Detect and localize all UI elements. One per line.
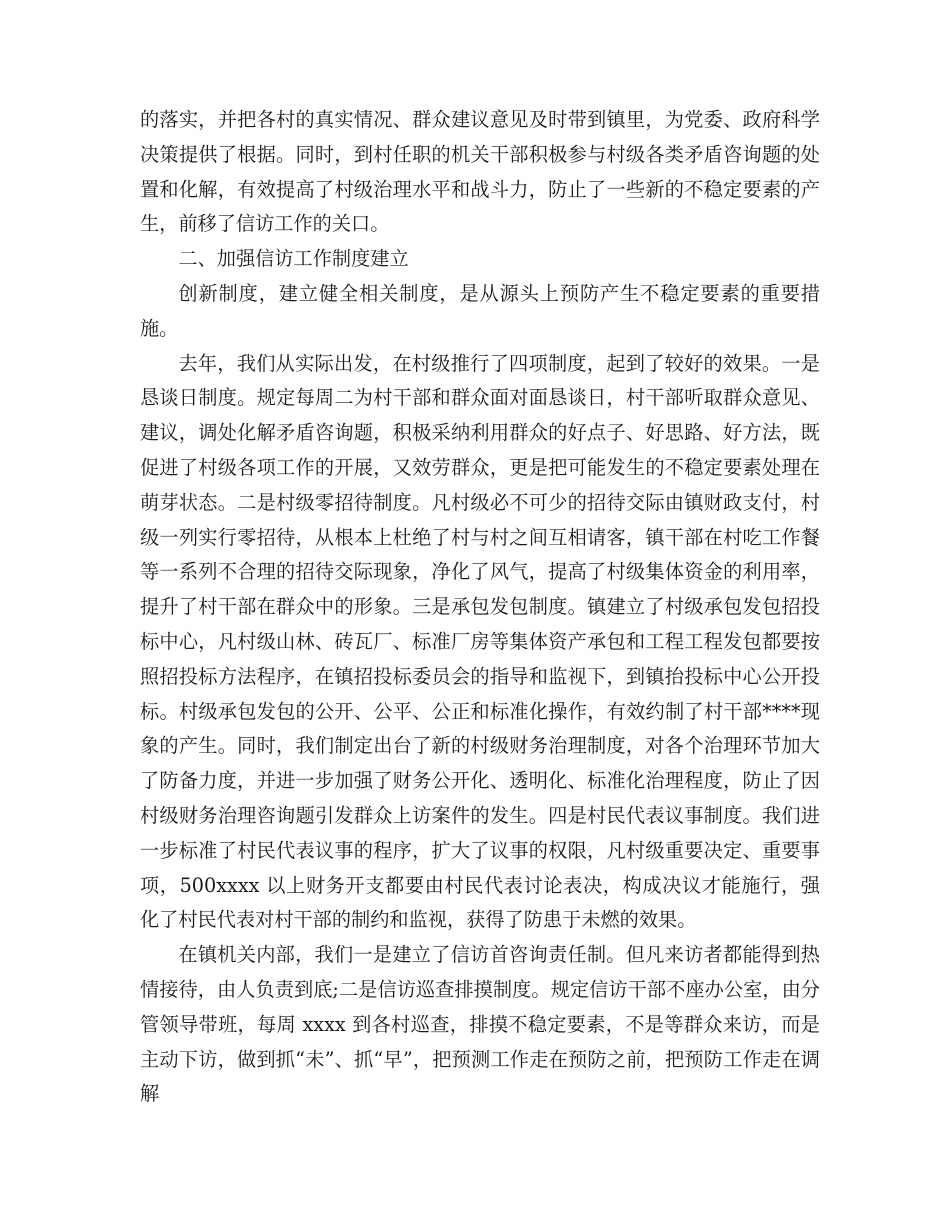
document-page — [140, 103, 820, 1112]
paragraph-4: 在镇机关内部，我们一是建立了信访首咨询责任制。但凡来访者都能得到热情接待，由人负责到底;二是信访巡查排摸制度。规定信访干部不座办公室，由分管领导带班，每周 xxxx 到各村巡查，排摸不稳定要素，不是等群众来访，而是主动下访，做到抓“未”、抓“早”，把预测工作走在预防之前，把预防工作走在调解 — [140, 943, 820, 1106]
paragraph-2: 创新制度，建立健全相关制度，是从源头上预防产生不稳定要素的重要措施。 — [140, 281, 820, 340]
paragraph-1: 的落实，并把各村的真实情况、群众建议意见及时带到镇里，为党委、政府科学决策提供了根据。同时，到村任职的机关干部积极参与村级各类矛盾咨询题的处置和化解，有效提高了村级治理水平和战斗力，防止了一些新的不稳定要素的产生，前移了信访工作的关口。 — [140, 108, 820, 236]
section-heading: 二、加强信访工作制度建立 — [178, 247, 409, 271]
paragraph-3: 去年，我们从实际出发，在村级推行了四项制度，起到了较好的效果。一是恳谈日制度。规定每周二为村干部和群众面对面恳谈日，村干部听取群众意见、建议，调处化解矛盾咨询题，积极采纳利用群众的好点子、好思路、好方法，既促进了村级各项工作的开展，又效劳群众，更是把可能发生的不稳定要素处理在萌芽状态。二是村级零招待制度。凡村级必不可少的招待交际由镇财政支付，村级一列实行零招待，从根本上杜绝了村与村之间互相请客，镇干部在村吃工作餐等一系列不合理的招待交际现象，净化了风气，提高了村级集体资金的利用率，提升了村干部在群众中的形象。三是承包发包制度。镇建立了村级承包发包招投标中心，凡村级山林、砖瓦厂、标准厂房等集体资产承包和工程工程发包都要按照招投标方法程序，在镇招投标委员会的指导和监视下，到镇抬投标中心公开投标。村级承包发包的公开、公平、公正和标准化操作，有效约制了村干部****现象的产生。同时，我们制定出台了新的村级财务治理制度，对各个治理环节加大了防备力度，并进一步加强了财务公开化、透明化、标准化治理程度，防止了因村级财务治理咨询题引发群众上访案件的发生。四是村民代表议事制度。我们进一步标准了村民代表议事的程序，扩大了议事的权限，凡村级重要决定、重要事项，500xxxx 以上财务开支都要由村民代表讨论表决，构成决议才能施行，强化了村民代表对村干部的制约和监视，获得了防患于未燃的效果。 — [140, 351, 820, 932]
